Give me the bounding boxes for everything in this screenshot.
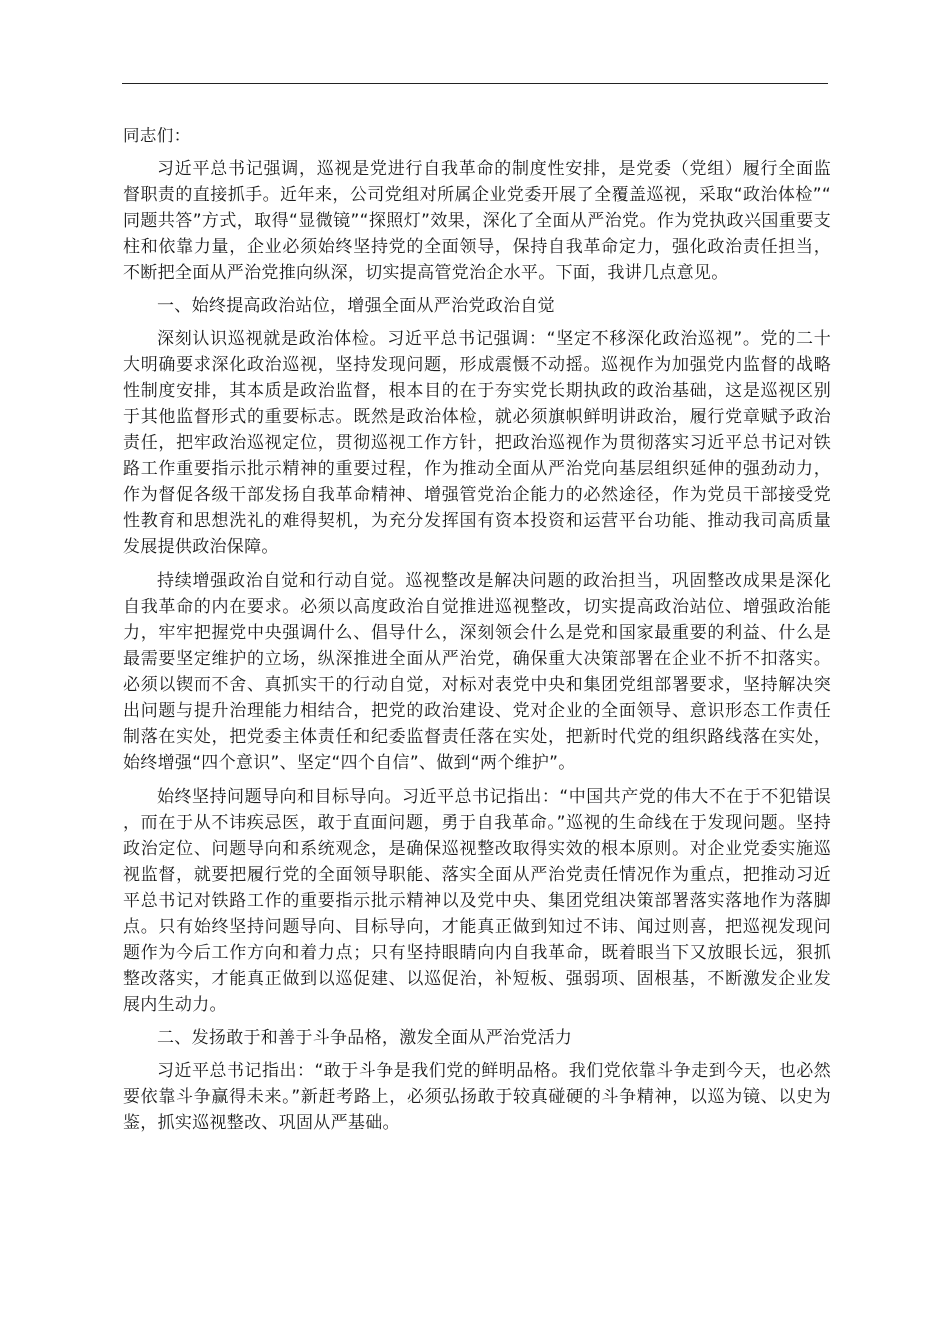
document-body xyxy=(123,120,831,1136)
section-heading-2: 二、发扬敢于和善于斗争品格，激发全面从严治党活力 xyxy=(157,1028,573,1048)
paragraph-struggle-spirit: 习近平总书记指出：“敢于斗争是我们党的鲜明品格。我们党依靠斗争走到今天，也必然要依靠斗争赢得未来。”新赶考路上，必须弘扬敢于较真碰硬的斗争精神，以巡为镜、以史为鉴，抓实巡视整改、巩固从严基础。 xyxy=(123,1061,831,1133)
section-heading-1: 一、始终提高政治站位，增强全面从严治党政治自觉 xyxy=(157,296,555,316)
paragraph-political-checkup: 深刻认识巡视就是政治体检。习近平总书记强调：“坚定不移深化政治巡视”。党的二十大明确要求深化政治巡视，坚持发现问题，形成震慑不动摇。巡视作为加强党内监督的战略性制度安排，其本质是政治监督，根本目的在于夯实党长期执政的政治基础，这是巡视区别于其他监督形式的重要标志。既然是政治体检，就必须旗帜鲜明讲政治，履行党章赋予政治责任，把牢政治巡视定位，贯彻巡视工作方针，把政治巡视作为贯彻落实习近平总书记对铁路工作重要指示批示精神的重要过程，作为推动全面从严治党向基层组织延伸的强劲动力，作为督促各级干部发扬自我革命精神、增强管党治企能力的必然途径，作为党员干部接受党性教育和思想洗礼的难得契机，为充分发挥国有资本投资和运营平台功能、推动我司高质量发展提供政治保障。 xyxy=(123,329,831,557)
paragraph-problem-orientation: 始终坚持问题导向和目标导向。习近平总书记指出：“中国共产党的伟大不在于不犯错误，而在于从不讳疾忌医，敢于直面问题，勇于自我革命。”巡视的生命线在于发现问题。坚持政治定位、问题导向和系统观念，是确保巡视整改取得实效的根本原则。对企业党委实施巡视监督，就要把履行党的全面领导职能、落实全面从严治党责任情况作为重点，把推动习近平总书记对铁路工作的重要指示批示精神以及党中央、集团党组决策部署落实落地作为落脚点。只有始终坚持问题导向、目标导向，才能真正做到知过不讳、闻过则喜，把巡视发现问题作为今后工作方向和着力点；只有坚持眼睛向内自我革命，既着眼当下又放眼长远，狠抓整改落实，才能真正做到以巡促建、以巡促治，补短板、强弱项、固根基，不断激发企业发展内生动力。 xyxy=(123,787,831,1015)
paragraph-political-consciousness: 持续增强政治自觉和行动自觉。巡视整改是解决问题的政治担当，巩固整改成果是深化自我革命的内在要求。必须以高度政治自觉推进巡视整改，切实提高政治站位、增强政治能力，牢牢把握党中央强调什么、倡导什么，深刻领会什么是党和国家最重要的利益、什么是最需要坚定维护的立场，纵深推进全面从严治党，确保重大决策部署在企业不折不扣落实。必须以锲而不舍、真抓实干的行动自觉，对标对表党中央和集团党组部署要求，坚持解决突出问题与提升治理能力相结合，把党的政治建设、党对企业的全面领导、意识形态工作责任制落在实处，把党委主体责任和纪委监督责任落在实处，把新时代党的组织路线落在实处，始终增强“四个意识”、坚定“四个自信”、做到“两个维护”。 xyxy=(123,571,831,773)
salutation: 同志们： xyxy=(123,126,191,145)
paragraph-intro: 习近平总书记强调，巡视是党进行自我革命的制度性安排，是党委（党组）履行全面监督职责的直接抓手。近年来，公司党组对所属企业党委开展了全覆盖巡视，采取“政治体检”“同题共答”方式，取得“显微镜”“探照灯”效果，深化了全面从严治党。作为党执政兴国重要支柱和依靠力量，企业必须始终坚持党的全面领导，保持自我革命定力，强化政治责任担当，不断把全面从严治党推向纵深，切实提高管党治企水平。下面，我讲几点意见。 xyxy=(123,159,831,283)
header-divider xyxy=(122,83,828,84)
